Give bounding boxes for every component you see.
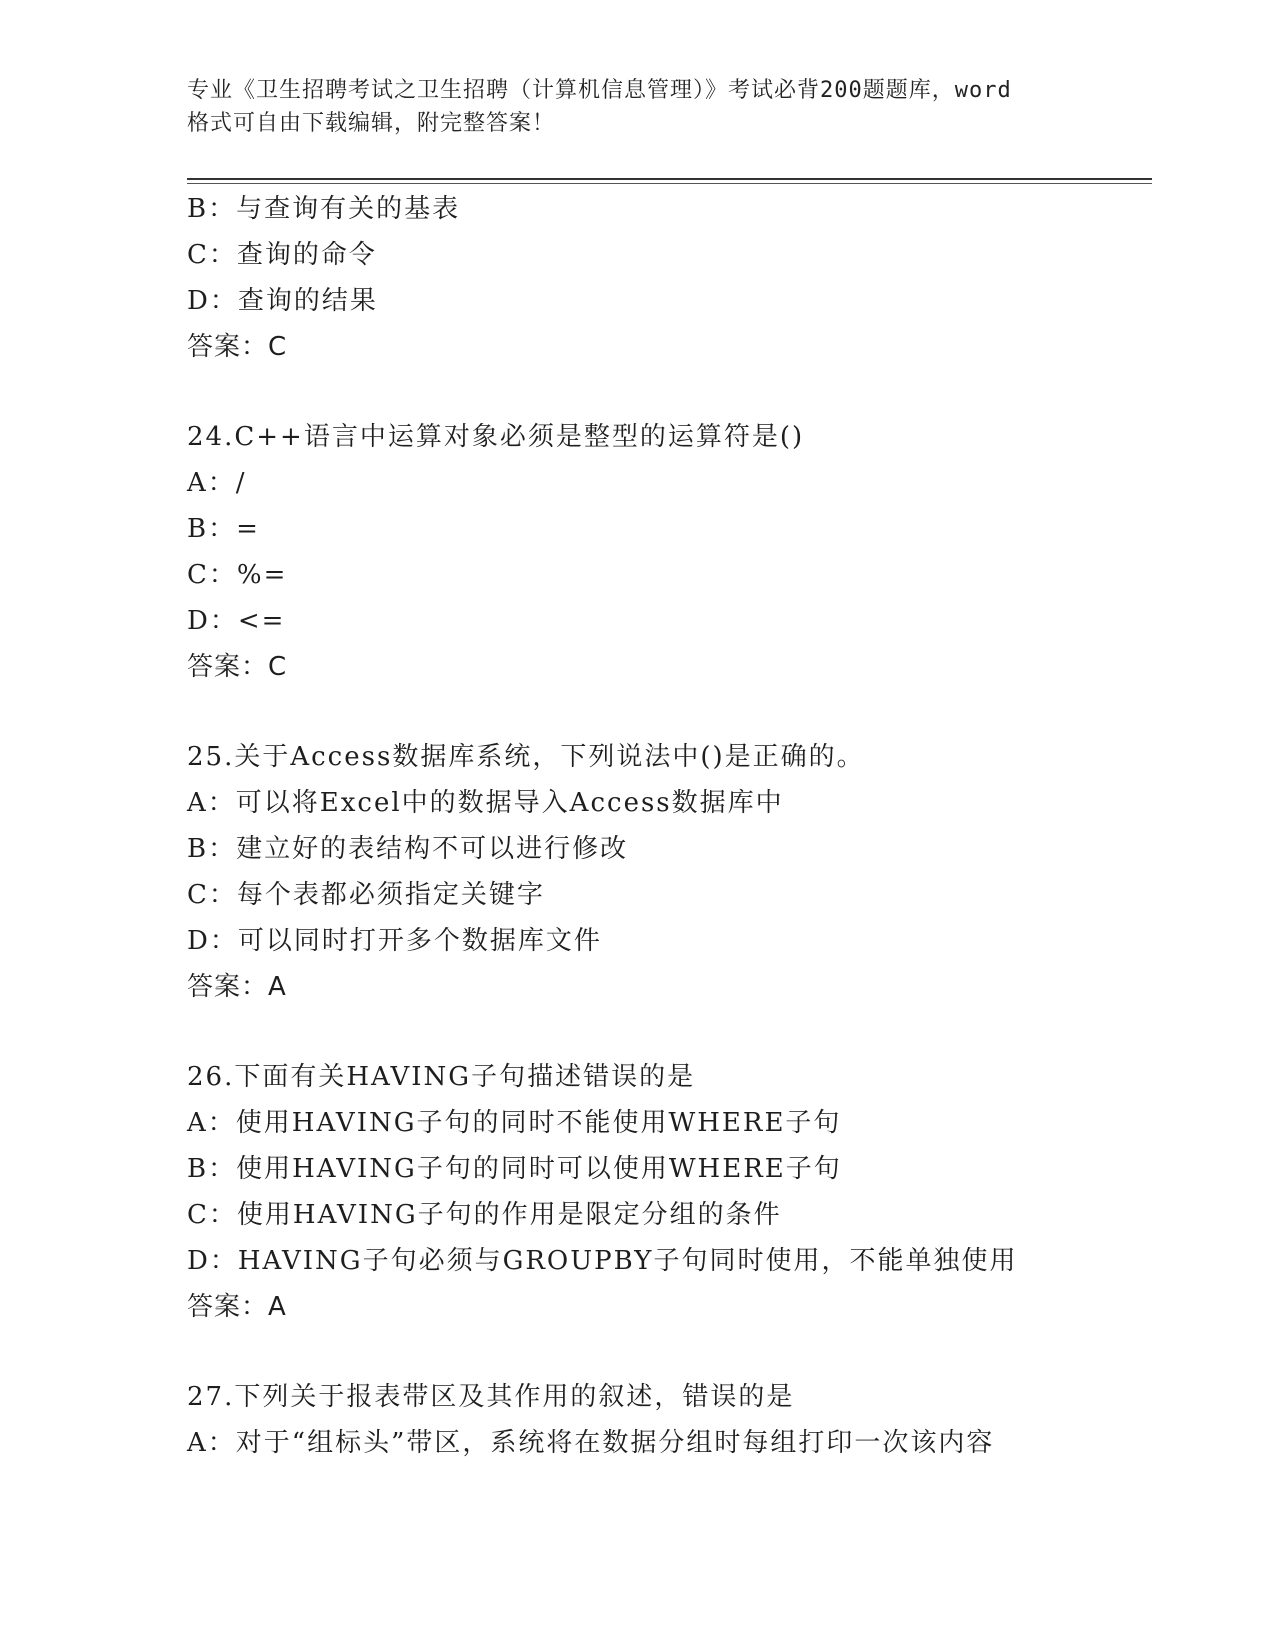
option-d: D：查询的结果: [187, 286, 378, 316]
option-c: C：查询的命令: [187, 240, 377, 270]
option-b: B：建立好的表结构不可以进行修改: [187, 834, 629, 864]
option-a: A：/: [187, 468, 247, 498]
question-23-tail: [187, 186, 1147, 370]
question-text: 26.下面有关HAVING子句描述错误的是: [187, 1062, 696, 1092]
question-text: 24.C++语言中运算对象必须是整型的运算符是(): [187, 422, 805, 452]
question-list: [187, 186, 1147, 1466]
question-27: [187, 1374, 1147, 1466]
header-line-2: 格式可自由下载编辑，附完整答案！: [187, 111, 556, 136]
header-line-1: 专业《卫生招聘考试之卫生招聘（计算机信息管理）》考试必背200题题库，word: [187, 78, 1012, 103]
option-a: A：使用HAVING子句的同时不能使用WHERE子句: [187, 1108, 842, 1138]
option-a: A：对于“组标头”带区，系统将在数据分组时每组打印一次该内容: [187, 1428, 995, 1458]
option-b: B：使用HAVING子句的同时可以使用WHERE子句: [187, 1154, 842, 1184]
spacer: [187, 370, 1147, 414]
option-a: A：可以将Excel中的数据导入Access数据库中: [187, 788, 784, 818]
spacer: [187, 1010, 1147, 1054]
question-26: [187, 1054, 1147, 1330]
header-divider-thin: [187, 183, 1152, 184]
document-header: [187, 74, 1087, 140]
header-divider-thick: [187, 178, 1152, 180]
option-c: C：使用HAVING子句的作用是限定分组的条件: [187, 1200, 782, 1230]
spacer: [187, 1330, 1147, 1374]
option-b: B：=: [187, 514, 260, 544]
option-d: D：HAVING子句必须与GROUPBY子句同时使用，不能单独使用: [187, 1246, 1018, 1276]
question-text: 25.关于Access数据库系统，下列说法中()是正确的。: [187, 742, 865, 772]
answer: 答案：A: [187, 1292, 287, 1322]
answer: 答案：C: [187, 332, 288, 362]
option-d: D：<=: [187, 606, 286, 636]
answer: 答案：A: [187, 972, 287, 1002]
spacer: [187, 690, 1147, 734]
answer: 答案：C: [187, 652, 288, 682]
option-d: D：可以同时打开多个数据库文件: [187, 926, 602, 956]
option-c: C：每个表都必须指定关键字: [187, 880, 545, 910]
question-25: [187, 734, 1147, 1010]
option-c: C：%=: [187, 560, 288, 590]
question-24: [187, 414, 1147, 690]
question-text: 27.下列关于报表带区及其作用的叙述，错误的是: [187, 1382, 795, 1412]
option-b: B：与查询有关的基表: [187, 194, 461, 224]
